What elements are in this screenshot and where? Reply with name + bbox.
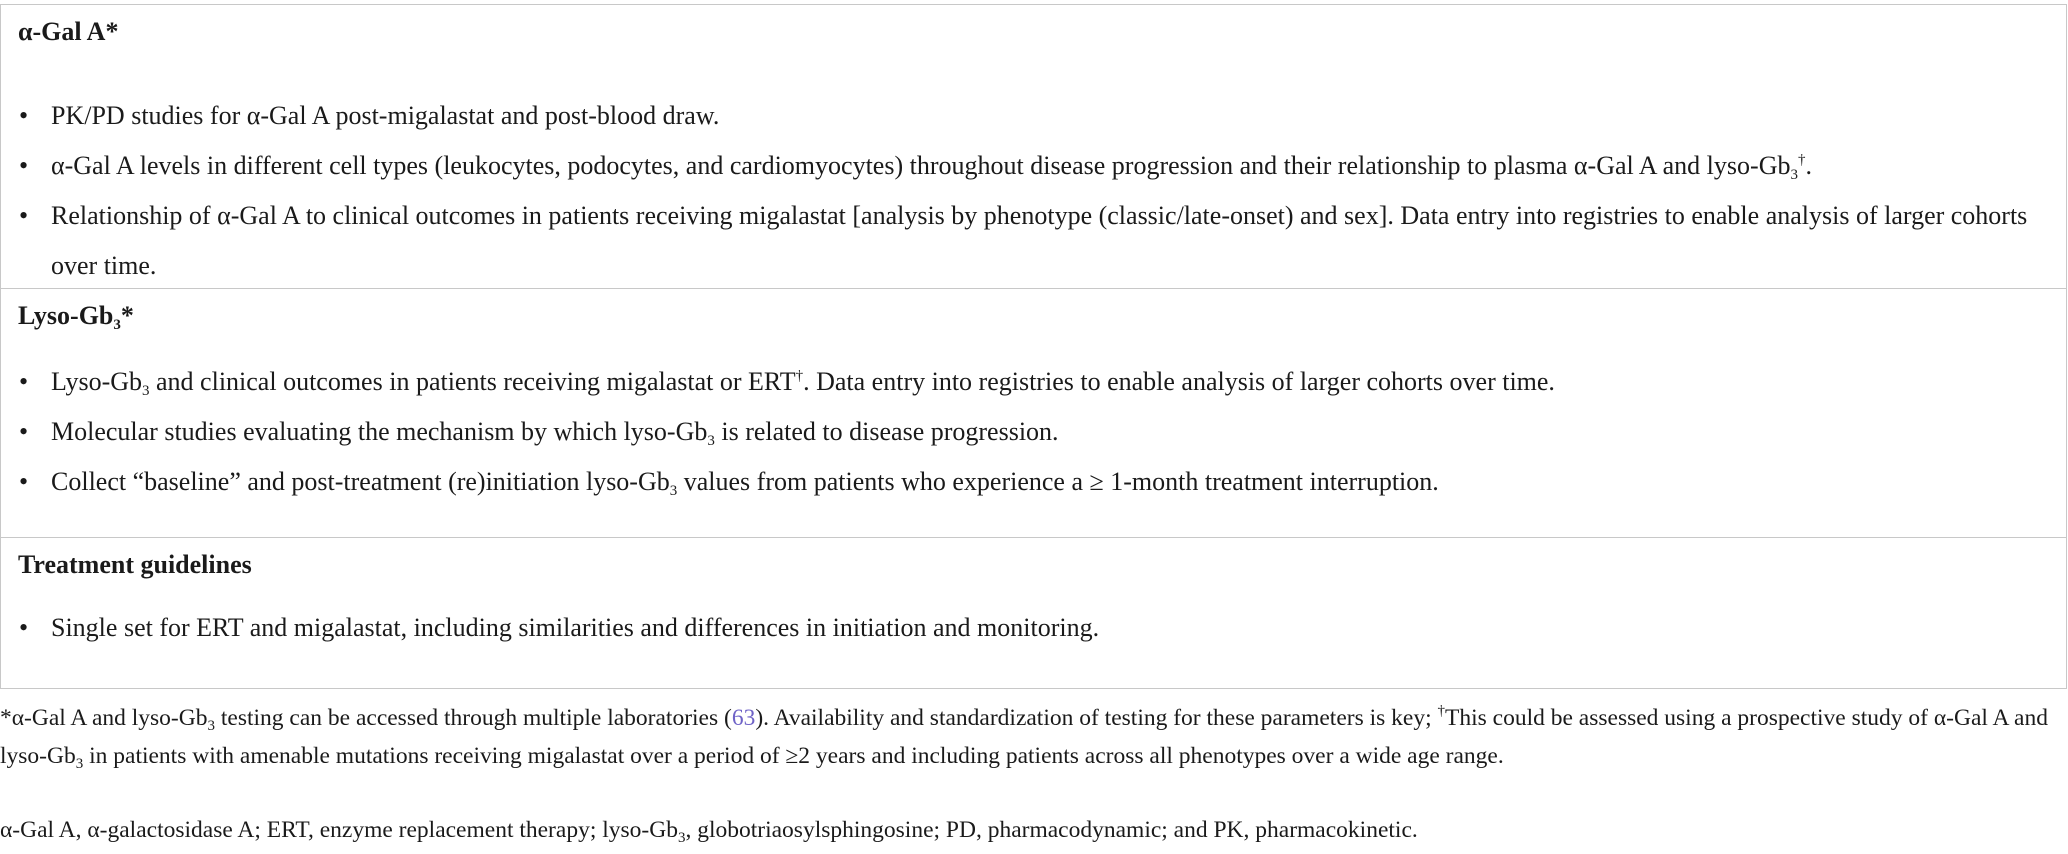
item-text: Relationship of α-Gal A to clinical outcomes in patients receiving migalastat [analysis by phenotype (classic/late-onset) and sex]. Data entry into registries to enable analysis of larger cohorts over time. — [51, 201, 2028, 280]
recommendations-table — [0, 4, 2067, 689]
reference-link[interactable]: 63 — [731, 705, 756, 731]
bullet-icon: • — [19, 467, 29, 496]
bullet-icon: • — [19, 613, 29, 642]
section-lyso-gb3 — [0, 288, 2067, 537]
section-title: Treatment guidelines — [18, 550, 252, 579]
abbreviations-note: α-Gal A, α-galactosidase A; ERT, enzyme replacement therapy; lyso-$Gb_3$, globotriaosylsphingosine; PD, pharmacodynamic; and PK, pharmacokinetic. — [0, 817, 1418, 846]
item-text: α-Gal A levels in different cell types (leukocytes, podocytes, and cardiomyocytes) throughout disease progression and their relationship to plasma α-Gal A and lyso-$Gb_3^\dagger$. — [51, 151, 1812, 183]
bullet-icon: • — [19, 151, 29, 180]
bullet-icon: • — [19, 201, 29, 230]
section-treatment-guidelines — [0, 537, 2067, 689]
item-text: Collect “baseline” and post-treatment (re)initiation lyso-$Gb_3$ values from patients who experience a ≥ 1-month treatment interruption. — [51, 467, 1439, 499]
section-alpha-gal-a — [0, 4, 2067, 288]
bullet-icon: • — [19, 417, 29, 446]
section-title: Lyso-$Gb_3*$ — [18, 301, 134, 333]
item-text: PK/PD studies for α-Gal A post-migalastat and post-blood draw. — [51, 101, 720, 130]
section-title: α-Gal A* — [18, 17, 119, 46]
footnote — [0, 699, 2048, 775]
footnote-part2: ). Availability and standardization of testing for these parameters is key; †This could be assessed using a prospective study of α-Gal A and lyso-$Gb_3$ in patients with amenable mutations receiving migalastat over a period of ≥2 years and including patients across all phenotypes over a wide age range. — [0, 703, 2048, 772]
footnote-part1: *α-Gal A and lyso-$Gb_3$ testing can be accessed through multiple laboratories ( — [0, 705, 732, 734]
bullet-icon: • — [19, 101, 29, 130]
item-text: Lyso-$Gb_3$ and clinical outcomes in patients receiving migalastat or ERT†. Data entry into registries to enable analysis of larger cohorts over time. — [51, 367, 1555, 399]
item-text: Molecular studies evaluating the mechanism by which lyso-$Gb_3$ is related to disease progression. — [51, 417, 1059, 449]
item-text: Single set for ERT and migalastat, including similarities and differences in initiation and monitoring. — [51, 613, 1100, 642]
bullet-icon: • — [19, 367, 29, 396]
